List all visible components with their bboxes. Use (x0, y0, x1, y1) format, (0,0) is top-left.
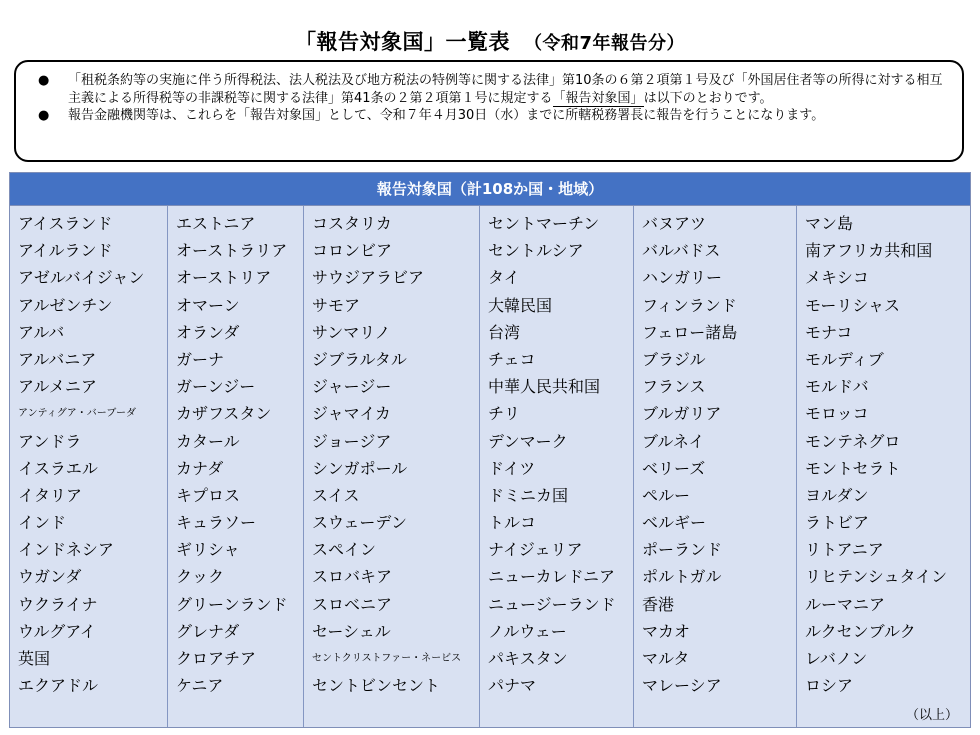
country-cell: カタール (176, 431, 240, 451)
country-cell: オーストリア (176, 268, 272, 288)
country-cell: カザフスタン (176, 404, 272, 424)
country-cell: セントビンセント (312, 676, 441, 696)
country-cell: エクアドル (18, 676, 99, 696)
country-cell: オマーン (176, 295, 240, 315)
country-cell: モナコ (805, 322, 853, 342)
country-cell: 香港 (642, 594, 675, 614)
country-cell: コロンビア (312, 241, 393, 261)
notice-text: 「租税条約等の実施に伴う所得税法、法人税法及び地方税法の特例等に関する法律」第10条の６第２項第１号及び「外国居住者等の所得に対する相互主義による所得税等の非課税等に関する法律」第41条の２第２項第１号に規定する (68, 73, 943, 106)
country-cell: マカオ (642, 621, 691, 641)
country-cell: 大韓民国 (488, 295, 553, 315)
country-cell: ジャージー (312, 377, 392, 397)
country-cell: トルコ (488, 513, 537, 533)
country-cell: バヌアツ (642, 214, 707, 233)
country-cell: ラトビア (805, 513, 870, 533)
country-cell: ドイツ (488, 458, 536, 478)
country-cell: ジャマイカ (312, 404, 391, 424)
country-cell: 英国 (18, 649, 51, 668)
country-cell: マン島 (805, 214, 854, 233)
country-cell: パナマ (488, 676, 537, 696)
country-cell: カナダ (176, 458, 224, 478)
table-header: 報告対象国（計108か国・地域） (10, 173, 970, 206)
country-cell: ヨルダン (805, 485, 869, 505)
country-cell: シンガポール (312, 458, 408, 478)
country-cell: コスタリカ (312, 214, 392, 233)
country-cell: アルバニア (18, 349, 97, 369)
country-cell: モルドバ (805, 377, 869, 397)
country-cell: ギリシャ (176, 540, 240, 560)
country-cell: アンティグア・バーブーダ (18, 408, 136, 420)
notice-text-end: は以下のとおりです。 (643, 90, 773, 106)
country-cell: ベルギー (642, 513, 707, 533)
country-cell: セーシェル (312, 621, 391, 641)
country-cell: パキスタン (488, 649, 568, 668)
country-cell: スペイン (312, 540, 377, 560)
country-cell: フェロー諸島 (642, 322, 738, 342)
country-cell: アイルランド (18, 241, 113, 261)
country-cell: オーストラリア (176, 241, 288, 261)
country-cell: サモア (312, 295, 361, 315)
country-cell: ロシア (805, 676, 854, 696)
country-cell: チェコ (488, 349, 536, 369)
country-cell: モンテネグロ (805, 431, 901, 451)
country-cell: リトアニア (805, 540, 884, 560)
country-cell: レバノン (805, 649, 868, 668)
country-cell: ルーマニア (805, 594, 886, 614)
country-cell: ポルトガル (642, 567, 722, 587)
country-cell: メキシコ (805, 268, 869, 288)
country-cell: ナイジェリア (488, 540, 583, 560)
country-cell: セントクリストファー・ネービス (312, 653, 462, 664)
title-text: 「報告対象国」一覧表 (294, 30, 510, 54)
country-cell: リヒテンシュタイン (805, 567, 948, 587)
country-cell: グリーンランド (176, 594, 288, 614)
country-cell: モロッコ (805, 404, 869, 424)
country-cell: セントマーチン (488, 214, 600, 233)
country-cell: 中華人民共和国 (488, 377, 601, 397)
country-cell: タイ (488, 268, 520, 288)
country-cell: フランス (642, 377, 706, 397)
country-cell: エストニア (176, 214, 256, 233)
table-column-3 (304, 206, 480, 727)
country-cell: マレーシア (642, 676, 722, 696)
notice-item-1 (38, 72, 948, 107)
notice-box (14, 60, 964, 162)
country-cell: ケニア (176, 676, 224, 696)
country-cell: ポーランド (642, 540, 723, 560)
notice-highlight: 「報告対象国」 (552, 90, 644, 106)
country-cell: ウガンダ (18, 567, 82, 587)
country-cell: ニュージーランド (488, 594, 616, 614)
country-table (9, 172, 971, 728)
country-cell: ペルー (642, 485, 691, 505)
country-cell: モーリシャス (805, 295, 901, 315)
country-cell: 南アフリカ共和国 (805, 241, 933, 261)
country-cell: アルメニア (18, 377, 97, 397)
page-title (0, 26, 980, 56)
country-cell: セントルシア (488, 241, 584, 261)
country-cell: スイス (312, 485, 360, 505)
country-cell: ドミニカ国 (488, 485, 569, 505)
table-column-1 (10, 206, 168, 727)
country-cell: ルクセンブルク (805, 621, 916, 641)
country-cell: フィンランド (642, 295, 737, 315)
country-cell: オランダ (176, 322, 240, 342)
country-cell: イタリア (18, 485, 83, 505)
country-cell: クック (176, 567, 225, 587)
country-cell: クロアチア (176, 649, 257, 668)
country-cell: アイスランド (18, 214, 113, 233)
notice-item-2 (38, 107, 948, 125)
country-cell: インドネシア (18, 540, 114, 560)
country-cell: スロベニア (312, 594, 393, 614)
country-cell: アルバ (18, 322, 65, 342)
country-cell: グレナダ (176, 621, 240, 641)
table-columns (10, 206, 970, 727)
country-cell: イスラエル (18, 458, 98, 478)
notice-text: 報告金融機関等は、これらを「報告対象国」として、令和７年４月30日（水）までに所轄税務署長に報告を行うことになります。 (68, 108, 825, 123)
country-cell: サンマリノ (312, 322, 391, 342)
country-cell: ウクライナ (18, 594, 98, 614)
country-cell: バルバドス (642, 241, 721, 261)
country-cell: キプロス (176, 485, 241, 505)
country-cell: ブルガリア (642, 404, 722, 424)
country-cell: サウジアラビア (312, 268, 425, 288)
country-cell: インド (18, 513, 67, 533)
country-cell: 台湾 (488, 322, 521, 342)
country-cell: ブルネイ (642, 431, 705, 451)
country-cell: マルタ (642, 649, 690, 668)
bullet-icon: ● (38, 73, 50, 88)
country-cell: ノルウェー (488, 621, 567, 641)
country-cell: ブラジル (642, 349, 706, 369)
bullet-icon: ● (38, 108, 50, 123)
table-column-2 (168, 206, 304, 727)
subtitle-text: （令和7年報告分） (523, 33, 686, 54)
country-cell: ニューカレドニア (488, 567, 616, 587)
table-column-4 (480, 206, 634, 727)
country-cell: ガーンジー (176, 377, 256, 397)
country-cell: チリ (488, 404, 521, 424)
country-cell: ジブラルタル (312, 349, 407, 369)
table-column-6 (797, 206, 970, 727)
country-cell: アンドラ (18, 431, 82, 451)
country-cell: デンマーク (488, 431, 568, 451)
country-cell: アルゼンチン (18, 295, 113, 315)
country-cell: ハンガリー (642, 268, 723, 288)
country-cell: ベリーズ (642, 458, 706, 478)
country-cell: ウルグアイ (18, 621, 96, 641)
table-column-5 (634, 206, 797, 727)
country-cell: スウェーデン (312, 513, 408, 533)
country-cell: モルディブ (805, 349, 884, 369)
country-cell: キュラソー (176, 513, 257, 533)
country-cell: モントセラト (805, 458, 901, 478)
country-cell: スロバキア (312, 567, 393, 587)
country-cell: ガーナ (176, 349, 225, 369)
table-footer: （以上） (905, 708, 958, 723)
country-cell: ジョージア (312, 431, 392, 451)
country-cell: アゼルバイジャン (18, 268, 145, 288)
